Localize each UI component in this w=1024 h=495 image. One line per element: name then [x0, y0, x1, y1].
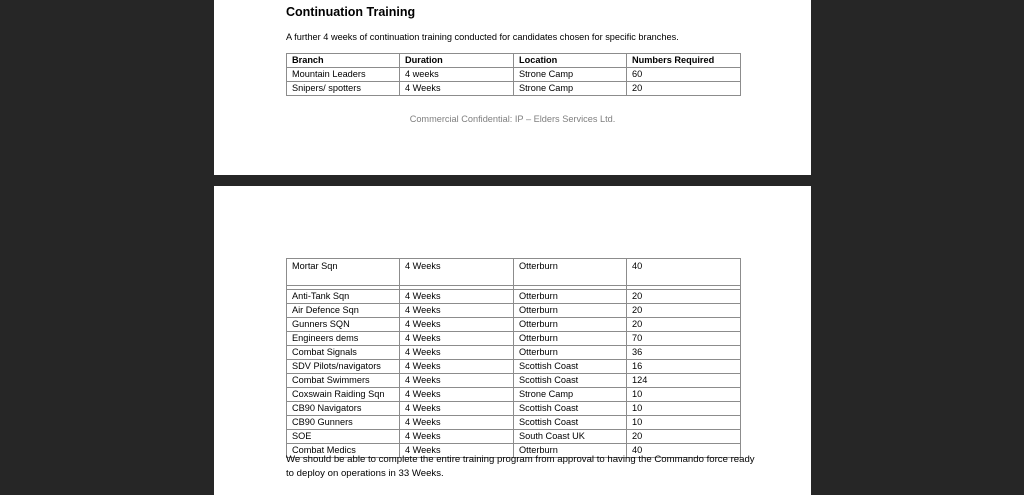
cell-numbers: 10: [627, 402, 741, 416]
cell-numbers: 10: [627, 388, 741, 402]
cell-duration: 4 Weeks: [400, 290, 514, 304]
cell-location: Scottish Coast: [514, 360, 627, 374]
table-header-row: [287, 54, 741, 68]
cell-branch: Anti-Tank Sqn: [287, 290, 400, 304]
table-row: [287, 374, 741, 388]
cell-branch: Mortar Sqn: [287, 259, 400, 286]
header-duration: Duration: [400, 54, 514, 68]
cell-location: Otterburn: [514, 290, 627, 304]
cell-duration: 4 Weeks: [400, 332, 514, 346]
table-row: [287, 304, 741, 318]
cell-branch: CB90 Gunners: [287, 416, 400, 430]
cell-branch: Coxswain Raiding Sqn: [287, 388, 400, 402]
cell-numbers: 124: [627, 374, 741, 388]
cell-numbers: 20: [627, 430, 741, 444]
cell-location: South Coast UK: [514, 430, 627, 444]
table-row: [287, 346, 741, 360]
cell-duration: 4 Weeks: [400, 318, 514, 332]
header-location: Location: [514, 54, 627, 68]
cell-branch: Engineers dems: [287, 332, 400, 346]
table-row: [287, 290, 741, 304]
cell-branch: CB90 Navigators: [287, 402, 400, 416]
cell-duration: 4 Weeks: [400, 82, 514, 96]
cell-location: Strone Camp: [514, 68, 627, 82]
cell-duration: 4 Weeks: [400, 444, 514, 458]
cell-numbers: 40: [627, 259, 741, 286]
cell-numbers: 20: [627, 304, 741, 318]
cell-numbers: 40: [627, 444, 741, 458]
cell-numbers: 60: [627, 68, 741, 82]
cell-duration: 4 Weeks: [400, 360, 514, 374]
table-row: [287, 259, 741, 286]
cell-numbers: 20: [627, 82, 741, 96]
cell-numbers: 20: [627, 318, 741, 332]
cell-duration: 4 weeks: [400, 68, 514, 82]
cell-branch: Combat Swimmers: [287, 374, 400, 388]
confidentiality-footer: Commercial Confidential: IP – Elders Services Ltd.: [409, 114, 616, 124]
document-page-1: [214, 0, 811, 175]
table-row: [287, 388, 741, 402]
cell-duration: 4 Weeks: [400, 374, 514, 388]
header-numbers-required: Numbers Required: [627, 54, 741, 68]
cell-branch: SDV Pilots/navigators: [287, 360, 400, 374]
continuation-training-table: [286, 53, 741, 96]
cell-duration: 4 Weeks: [400, 416, 514, 430]
cell-location: Otterburn: [514, 346, 627, 360]
cell-location: Scottish Coast: [514, 374, 627, 388]
cell-duration: 4 Weeks: [400, 304, 514, 318]
cell-branch: SOE: [287, 430, 400, 444]
cell-branch: Air Defence Sqn: [287, 304, 400, 318]
table-row: [287, 416, 741, 430]
table-row: [287, 360, 741, 374]
cell-duration: 4 Weeks: [400, 402, 514, 416]
branch-training-table: [286, 258, 741, 458]
header-branch: Branch: [287, 54, 400, 68]
section-heading: Continuation Training: [286, 5, 416, 19]
cell-numbers: 36: [627, 346, 741, 360]
table-row: [287, 68, 741, 82]
cell-location: Otterburn: [514, 318, 627, 332]
cell-branch: Combat Signals: [287, 346, 400, 360]
document-page-2: [214, 186, 811, 495]
cell-location: Strone Camp: [514, 388, 627, 402]
cell-numbers: 70: [627, 332, 741, 346]
cell-duration: 4 Weeks: [400, 346, 514, 360]
cell-numbers: 10: [627, 416, 741, 430]
cell-location: Otterburn: [514, 259, 627, 286]
cell-branch: Combat Medics: [287, 444, 400, 458]
closing-paragraph: We should be able to complete the entire training program from approval to having the Commando force ready to deploy on operations in 33 Weeks.: [286, 454, 755, 479]
cell-location: Scottish Coast: [514, 416, 627, 430]
intro-paragraph: A further 4 weeks of continuation training conducted for candidates chosen for specific branches.: [286, 32, 679, 42]
cell-branch: Gunners SQN: [287, 318, 400, 332]
table-row: [287, 332, 741, 346]
table-row: [287, 318, 741, 332]
table-row: [287, 430, 741, 444]
table-row: [287, 82, 741, 96]
cell-branch: Snipers/ spotters: [287, 82, 400, 96]
table-row: [287, 402, 741, 416]
cell-duration: 4 Weeks: [400, 430, 514, 444]
cell-location: Scottish Coast: [514, 402, 627, 416]
cell-location: Strone Camp: [514, 82, 627, 96]
cell-location: Otterburn: [514, 304, 627, 318]
cell-location: Otterburn: [514, 444, 627, 458]
cell-numbers: 20: [627, 290, 741, 304]
cell-duration: 4 Weeks: [400, 259, 514, 286]
cell-duration: 4 Weeks: [400, 388, 514, 402]
cell-branch: Mountain Leaders: [287, 68, 400, 82]
cell-numbers: 16: [627, 360, 741, 374]
cell-location: Otterburn: [514, 332, 627, 346]
